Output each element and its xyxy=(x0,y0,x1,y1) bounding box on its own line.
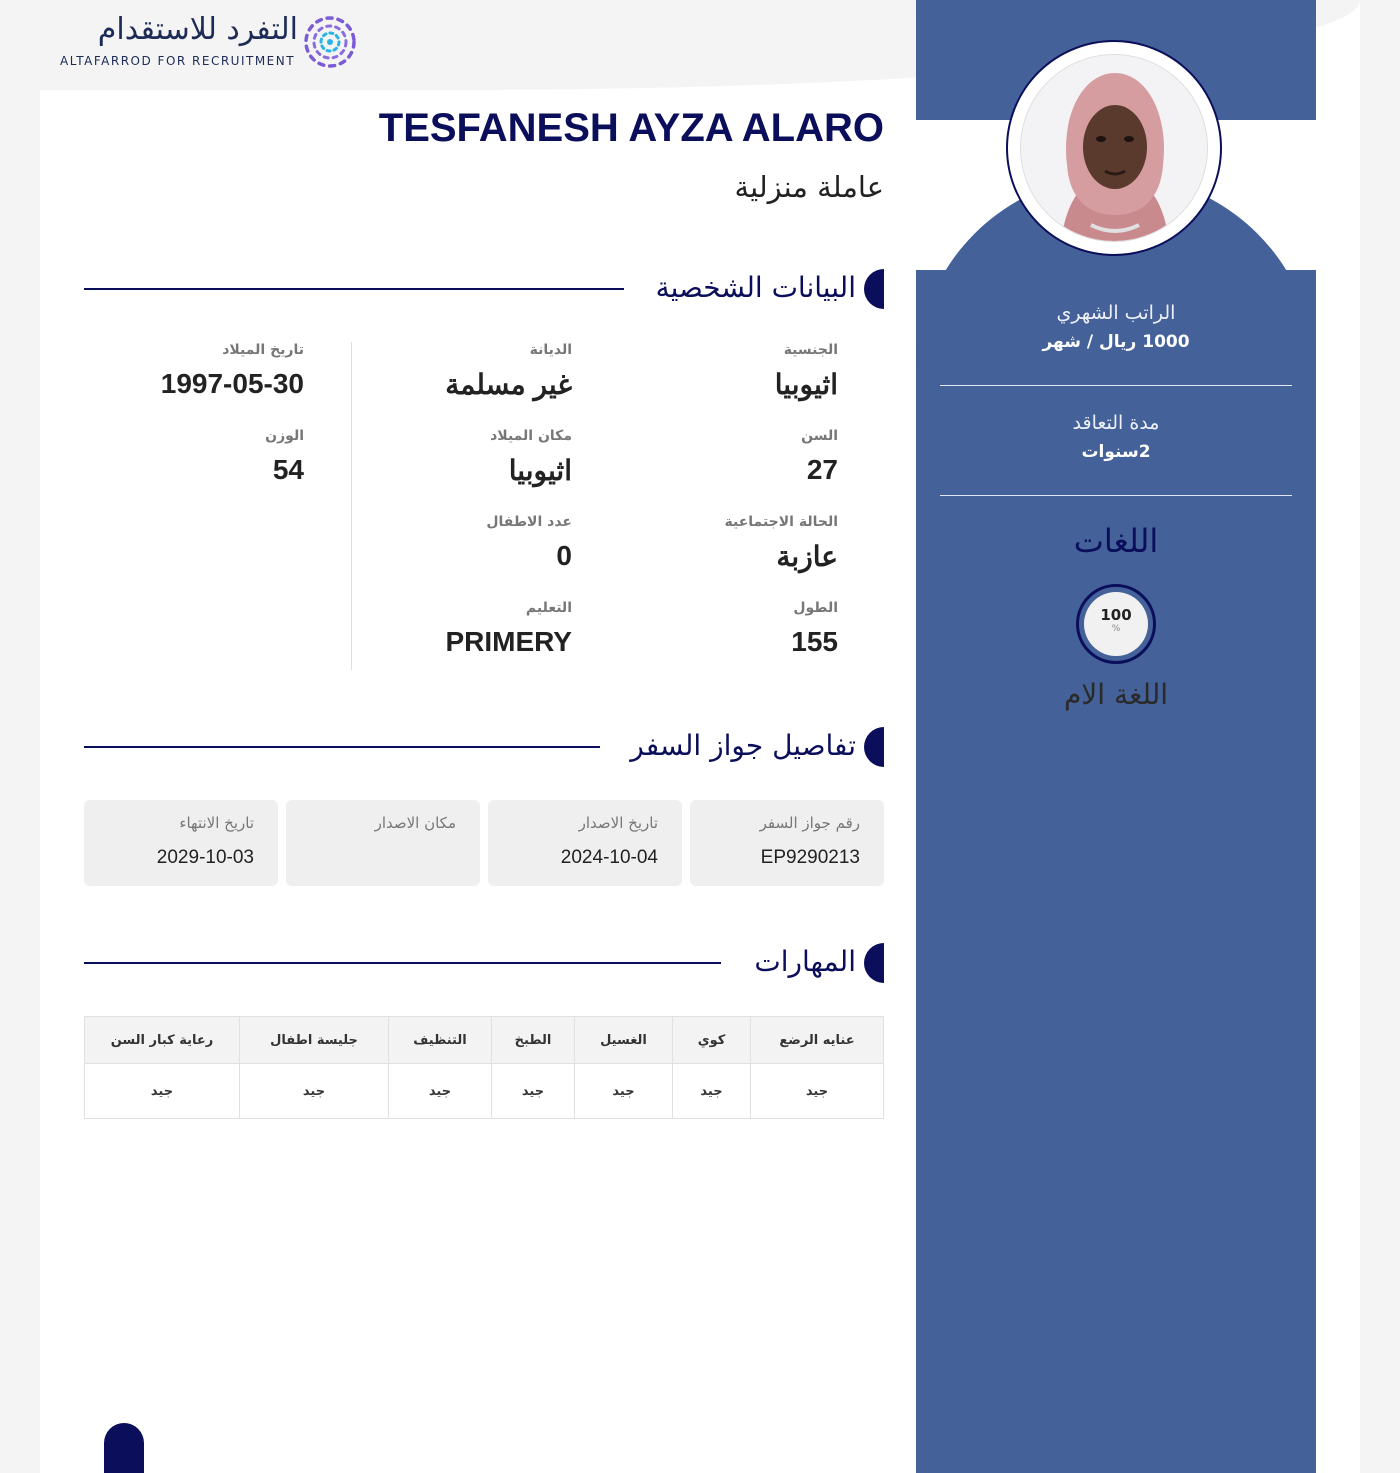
personal-field-value: 0 xyxy=(556,540,572,571)
passport-card-value: 2029-10-03 xyxy=(156,847,254,868)
salary-block xyxy=(940,302,1292,352)
salary-value: 1000 ريال / شهر xyxy=(1042,332,1190,352)
language-percent-unit: % xyxy=(1111,624,1121,634)
skill-header: الغسيل xyxy=(575,1017,673,1064)
personal-field xyxy=(332,600,572,658)
passport-card-issue-date xyxy=(488,800,682,886)
section-marker xyxy=(864,943,884,983)
sidebar xyxy=(916,0,1316,1473)
contract-value: 2سنوات xyxy=(1081,442,1151,462)
language-percent: 100 xyxy=(1100,606,1132,624)
section-marker xyxy=(864,727,884,767)
section-divider xyxy=(84,746,600,748)
contract-label: مدة التعاقد xyxy=(1072,412,1160,434)
personal-field-label: مكان الميلاد xyxy=(490,428,572,444)
section-divider xyxy=(84,288,624,290)
personal-field xyxy=(332,514,572,572)
person-silhouette-icon xyxy=(1021,55,1208,242)
section-divider xyxy=(84,962,721,964)
personal-field-value: PRIMERY xyxy=(445,626,572,657)
passport-card-label: تاريخ الاصدار xyxy=(578,814,658,832)
company-logo xyxy=(58,12,358,74)
personal-field xyxy=(332,428,572,487)
personal-column-2 xyxy=(351,342,602,670)
skill-rating: جيد xyxy=(751,1064,884,1119)
section-title: البيانات الشخصية xyxy=(655,271,856,304)
skills-header-row xyxy=(85,1017,884,1064)
personal-field-label: الجنسية xyxy=(783,342,838,358)
skill-header: رعاية كبار السن xyxy=(85,1017,240,1064)
skill-rating: جيد xyxy=(575,1064,673,1119)
section-passport xyxy=(84,726,884,768)
sidebar-arch xyxy=(916,175,1316,1473)
passport-card-expiry-date xyxy=(84,800,278,886)
personal-field-label: التعليم xyxy=(525,600,572,616)
personal-column-3 xyxy=(84,342,334,670)
sidebar-divider xyxy=(940,385,1292,386)
passport-card-issue-place xyxy=(286,800,480,886)
skills-table xyxy=(84,1016,884,1119)
personal-field xyxy=(598,342,838,401)
logo-english-text: ALTAFARROD FOR RECRUITMENT xyxy=(60,54,296,68)
passport-card-label: تاريخ الانتهاء xyxy=(179,814,254,832)
personal-field-label: السن xyxy=(801,428,838,444)
section-marker xyxy=(864,269,884,309)
logo-arabic-text: التفرد للاستقدام xyxy=(97,12,298,47)
skills-value-row xyxy=(85,1064,884,1119)
personal-field-label: الوزن xyxy=(265,428,304,444)
cv-page xyxy=(40,0,1360,1473)
section-skills xyxy=(84,942,884,984)
personal-field-label: عدد الاطفال xyxy=(486,514,572,530)
sidebar-divider xyxy=(940,495,1292,496)
personal-field-label: الطول xyxy=(793,600,838,616)
skill-header: جليسة اطفال xyxy=(240,1017,389,1064)
personal-field xyxy=(332,342,572,401)
personal-field-value: 1997-05-30 xyxy=(160,368,304,399)
passport-card-label: رقم جواز السفر xyxy=(759,814,860,832)
personal-field-label: تاريخ الميلاد xyxy=(222,342,304,358)
personal-field-value: 27 xyxy=(806,454,838,485)
contract-block xyxy=(940,412,1292,462)
section-title: المهارات xyxy=(754,945,856,978)
decorative-pill xyxy=(104,1423,144,1473)
passport-card-value: EP9290213 xyxy=(760,847,860,868)
skill-header: كوي xyxy=(673,1017,751,1064)
personal-field-label: الحالة الاجتماعية xyxy=(724,514,838,530)
passport-card-label: مكان الاصدار xyxy=(374,814,456,832)
job-title: عاملة منزلية xyxy=(734,170,884,204)
skill-header: الطبخ xyxy=(492,1017,575,1064)
language-name: اللغة الام xyxy=(1063,678,1169,711)
personal-field xyxy=(64,428,304,486)
personal-column-1 xyxy=(618,342,868,670)
personal-field xyxy=(598,514,838,573)
language-progress-inner xyxy=(1084,592,1148,656)
personal-field-label: الديانة xyxy=(529,342,572,358)
languages-title: اللغات xyxy=(1073,522,1159,560)
personal-field-value: اثيوبيا xyxy=(508,455,572,486)
personal-field-value: 155 xyxy=(791,626,838,657)
skill-rating: جيد xyxy=(389,1064,492,1119)
personal-field-value: عازبة xyxy=(776,541,838,572)
skill-rating: جيد xyxy=(492,1064,575,1119)
passport-card-value: 2024-10-04 xyxy=(560,847,658,868)
personal-field xyxy=(64,342,304,400)
personal-field xyxy=(598,428,838,486)
photo-frame xyxy=(1006,40,1222,256)
personal-field-value: اثيوبيا xyxy=(774,369,838,400)
worker-photo xyxy=(1020,54,1208,242)
language-progress-ring xyxy=(1076,584,1156,664)
salary-label: الراتب الشهري xyxy=(1056,302,1176,324)
personal-field-value: غير مسلمة xyxy=(445,369,572,400)
section-title: تفاصيل جواز السفر xyxy=(630,729,856,762)
dotted-circle-logo-icon xyxy=(302,14,358,70)
passport-card-number xyxy=(690,800,884,886)
personal-field xyxy=(598,600,838,658)
skill-rating: جيد xyxy=(85,1064,240,1119)
worker-name: TESFANESH AYZA ALARO xyxy=(378,106,884,150)
skill-header: التنظيف xyxy=(389,1017,492,1064)
skill-header: عنايه الرضع xyxy=(751,1017,884,1064)
section-personal xyxy=(84,268,884,310)
skill-rating: جيد xyxy=(673,1064,751,1119)
skill-rating: جيد xyxy=(240,1064,389,1119)
personal-field-value: 54 xyxy=(272,454,304,485)
